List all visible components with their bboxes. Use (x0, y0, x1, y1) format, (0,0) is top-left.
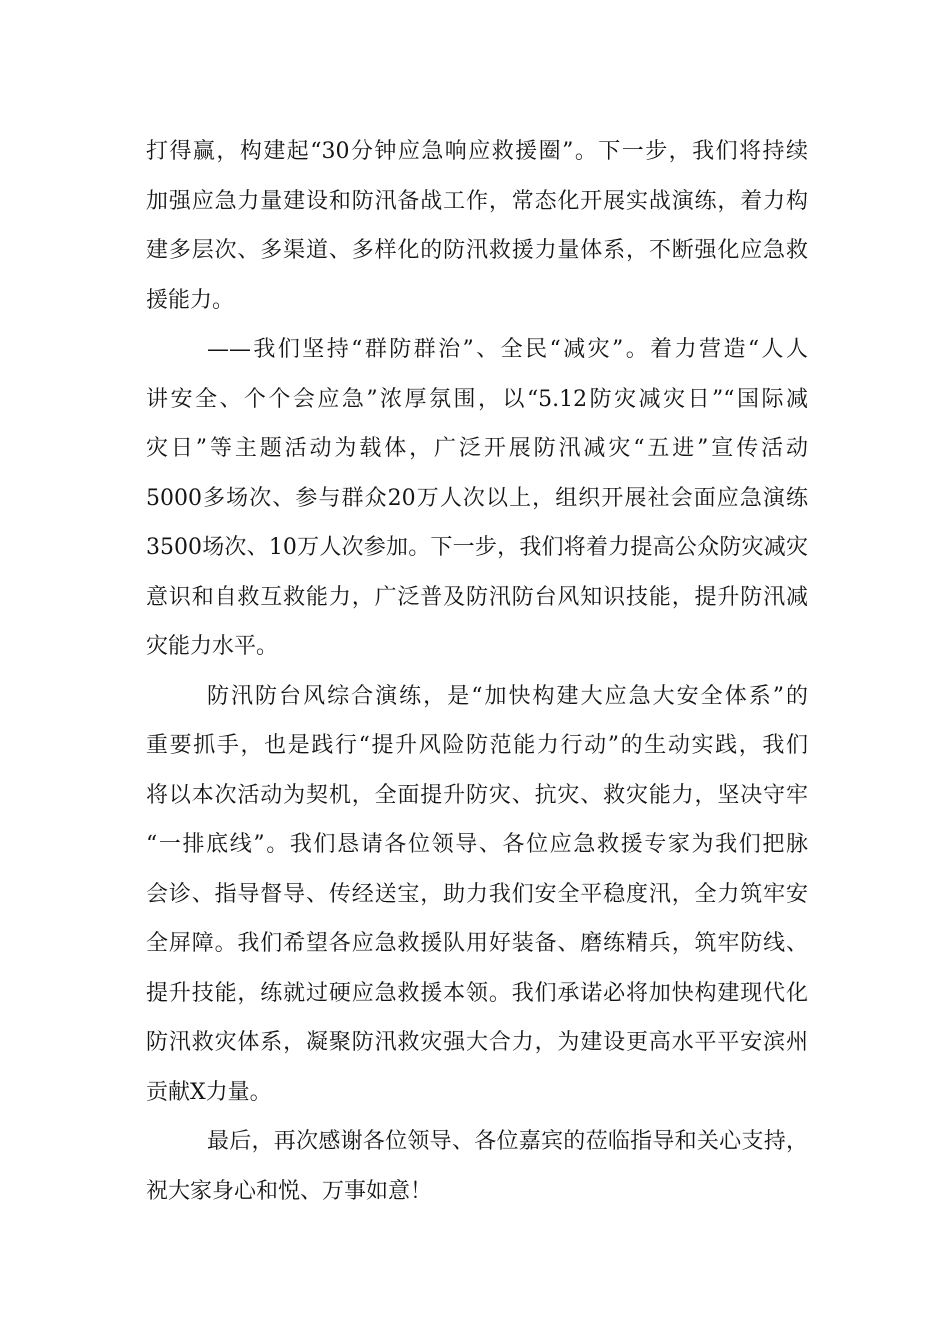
paragraph-line: ——我们坚持“群防群治”、全民“减灾”。着力营造“人人 (207, 337, 808, 362)
paragraph-line: 最后，再次感谢各位领导、各位嘉宾的莅临指导和关心支持， (207, 1129, 808, 1154)
paragraph-line: “一排底线”。我们恳请各位领导、各位应急救援专家为我们把脉 (146, 832, 808, 857)
paragraph-line: 建多层次、多渠道、多样化的防汛救援力量体系，不断强化应急救 (146, 238, 808, 263)
paragraph-line: 防汛救灾体系，凝聚防汛救灾强大合力，为建设更高水平平安滨州 (146, 1030, 808, 1055)
paragraph-line: 全屏障。我们希望各应急救援队用好装备、磨练精兵，筑牢防线、 (146, 931, 808, 956)
paragraph-line: 贡献X力量。 (146, 1079, 272, 1105)
paragraph-line: 讲安全、个个会应急”浓厚氛围，以“5.12防灾减灾日”“国际减 (146, 386, 808, 412)
paragraph-1 (146, 127, 808, 325)
paragraph-line: 祝大家身心和悦、万事如意！ (146, 1178, 433, 1204)
paragraph-3 (146, 672, 808, 1118)
paragraph-line: 防汛防台风综合演练，是“加快构建大应急大安全体系”的 (207, 683, 808, 709)
document-body (146, 127, 808, 1216)
paragraph-line: 意识和自救互救能力，广泛普及防汛防台风知识技能，提升防汛减 (146, 584, 808, 610)
paragraph-line: 灾能力水平。 (146, 634, 279, 659)
paragraph-line: 打得赢，构建起“30分钟应急响应救援圈”。下一步，我们将持续 (146, 139, 808, 164)
paragraph-line: 援能力。 (146, 287, 235, 313)
paragraph-line: 灾日”等主题活动为载体，广泛开展防汛减灾“五进”宣传活动 (146, 436, 808, 461)
paragraph-line: 将以本次活动为契机，全面提升防灾、抗灾、救灾能力，坚决守牢 (146, 782, 808, 808)
paragraph-line: 会诊、指导督导、传经送宝，助力我们安全平稳度汛，全力筑牢安 (146, 881, 808, 907)
paragraph-line: 提升技能，练就过硬应急救援本领。我们承诺必将加快构建现代化 (146, 980, 808, 1006)
paragraph-line: 加强应急力量建设和防汛备战工作，常态化开展实战演练，着力构 (146, 188, 808, 214)
paragraph-line: 3500场次、10万人次参加。下一步，我们将着力提高公众防灾减灾 (146, 535, 808, 560)
paragraph-2 (146, 325, 808, 672)
paragraph-line: 5000多场次、参与群众20万人次以上，组织开展社会面应急演练 (146, 485, 808, 511)
paragraph-line: 重要抓手，也是践行“提升风险防范能力行动”的生动实践，我们 (146, 733, 808, 758)
paragraph-4 (146, 1117, 808, 1216)
